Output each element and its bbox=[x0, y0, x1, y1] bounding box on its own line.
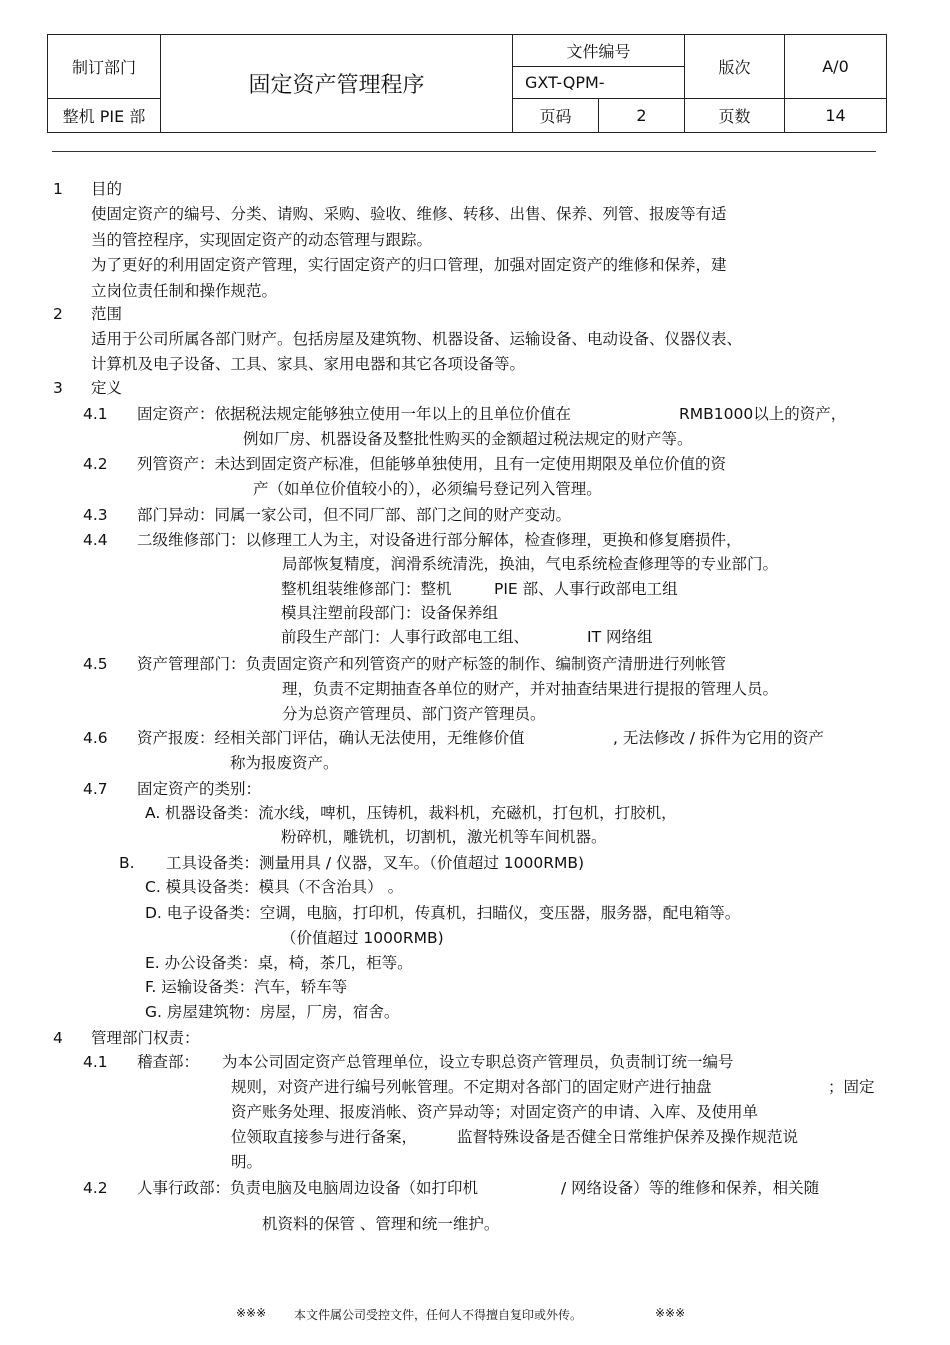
version-value: A/0 bbox=[785, 35, 887, 99]
item-number: 4.2 bbox=[83, 455, 108, 473]
body-text: 当的管控程序，实现固定资产的动态管理与跟踪。 bbox=[91, 231, 433, 249]
category-line: F. 运输设备类：汽车，轿车等 bbox=[145, 978, 348, 996]
category-line: 粉碎机，雕铣机，切割机，激光机等车间机器。 bbox=[281, 828, 607, 846]
version-label: 版次 bbox=[685, 35, 785, 99]
body-text: 产（如单位价值较小的），必须编号登记列入管理。 bbox=[253, 480, 602, 498]
section-number: 3 bbox=[53, 379, 63, 397]
body-text: 局部恢复精度，润滑系统清洗，换油，气电系统检查修理等的专业部门。 bbox=[282, 555, 779, 573]
body-text: 位领取直接参与进行备案， bbox=[231, 1128, 418, 1146]
dept-value: 整机 PIE 部 bbox=[48, 99, 161, 133]
section-heading: 管理部门权责： bbox=[91, 1029, 200, 1047]
body-text: 资产管理部门：负责固定资产和列管资产的财产标签的制作、编制资产清册进行列帐管 bbox=[137, 655, 727, 673]
body-text: 前段生产部门：人事行政部电工组、 bbox=[281, 628, 530, 646]
category-line: 工具设备类：测量用具 / 仪器，叉车。（价值超过 1000RMB) bbox=[166, 854, 585, 872]
category-line: A. 机器设备类：流水线，啤机，压铸机，裁料机，充磁机，打包机，打胶机， bbox=[145, 804, 677, 822]
category-letter: B. bbox=[119, 854, 135, 872]
body-text: , 无法修改 / 拆件为它用的资产 bbox=[613, 729, 824, 747]
body-text: 例如厂房、机器设备及整批性购买的金额超过税法规定的财产等。 bbox=[243, 430, 693, 448]
item-number: 4.5 bbox=[83, 655, 108, 673]
section-heading: 目的 bbox=[91, 180, 123, 198]
body-text: 资产账务处理、报废消帐、资产异动等；对固定资产的申请、入库、及使用单 bbox=[231, 1103, 759, 1121]
category-line: D. 电子设备类：空调，电脑，打印机，传真机，扫瞄仪，变压器，服务器，配电箱等。 bbox=[145, 904, 741, 922]
category-line: G. 房屋建筑物：房屋，厂房，宿舍。 bbox=[145, 1003, 400, 1021]
header-divider bbox=[52, 151, 876, 152]
body-text: 分为总资产管理员、部门资产管理员。 bbox=[282, 705, 546, 723]
pages-label: 页数 bbox=[685, 99, 785, 133]
body-text: ；固定 bbox=[828, 1078, 875, 1096]
item-number: 4.7 bbox=[83, 780, 108, 798]
footer-mark-left: ※※※ bbox=[236, 1306, 267, 1320]
body-text: PIE 部、人事行政部电工组 bbox=[494, 580, 678, 598]
body-text: RMB1000以上的资产， bbox=[679, 405, 847, 423]
body-text: 为了更好的利用固定资产管理，实行固定资产的归口管理，加强对固定资产的维修和保养，建 bbox=[91, 256, 727, 274]
body-text: 整机组装维修部门：整机 bbox=[281, 580, 452, 598]
body-text: 理，负责不定期抽查各单位的财产，并对抽查结果进行提报的管理人员。 bbox=[282, 680, 779, 698]
body-text: 固定资产：依据税法规定能够独立使用一年以上的且单位价值在 bbox=[137, 405, 572, 423]
body-text: 资产报废：经相关部门评估，确认无法使用，无维修价值 bbox=[137, 729, 525, 747]
footer-text: 本文件属公司受控文件，任何人不得擅自复印或外传。 bbox=[294, 1308, 583, 1322]
body-text: 称为报废资产。 bbox=[230, 754, 339, 772]
body-text: 监督特殊设备是否健全日常维护保养及操作规范说 bbox=[457, 1128, 799, 1146]
category-line: （价值超过 1000RMB) bbox=[281, 929, 444, 947]
body-text: 部门异动：同属一家公司，但不同厂部、部门之间的财产变动。 bbox=[137, 506, 572, 524]
body-text: 列管资产：未达到固定资产标准，但能够单独使用，且有一定使用期限及单位价值的资 bbox=[137, 455, 727, 473]
body-text: 使固定资产的编号、分类、请购、采购、验收、维修、转移、出售、保养、列管、报废等有适 bbox=[91, 205, 727, 223]
body-text: 为本公司固定资产总管理单位，设立专职总资产管理员，负责制订统一编号 bbox=[222, 1053, 734, 1071]
body-text: 机资料的保管 、管理和统一维护。 bbox=[262, 1215, 500, 1233]
body-text: 规则，对资产进行编号列帐管理。不定期对各部门的固定财产进行抽盘 bbox=[231, 1078, 712, 1096]
item-number: 4.1 bbox=[83, 1053, 108, 1071]
body-text: 固定资产的类别： bbox=[137, 780, 262, 798]
body-text: 二级维修部门：以修理工人为主，对设备进行部分解体，检查修理，更换和修复磨损件， bbox=[137, 531, 742, 549]
file-no-label: 文件编号 bbox=[513, 35, 685, 67]
body-text: 适用于公司所属各部门财产。包括房屋及建筑物、机器设备、运输设备、电动设备、仪器仪表、 bbox=[91, 330, 743, 348]
body-text: 明。 bbox=[231, 1153, 263, 1171]
pages-value: 14 bbox=[785, 99, 887, 133]
item-number: 4.2 bbox=[83, 1179, 108, 1197]
body-text: 人事行政部：负责电脑及电脑周边设备（如打印机 bbox=[137, 1179, 479, 1197]
section-number: 2 bbox=[53, 305, 63, 323]
page-label: 页码 bbox=[513, 99, 599, 133]
section-heading: 定义 bbox=[91, 379, 123, 397]
document-title: 固定资产管理程序 bbox=[161, 35, 513, 133]
section-heading: 范围 bbox=[91, 305, 123, 323]
footer-mark-right: ※※※ bbox=[655, 1306, 686, 1320]
body-text: / 网络设备）等的维修和保养，相关随 bbox=[561, 1179, 820, 1197]
body-text: 模具注塑前段部门：设备保养组 bbox=[281, 604, 499, 622]
body-text: IT 网络组 bbox=[587, 628, 653, 646]
body-text: 计算机及电子设备、工具、家具、家用电器和其它各项设备等。 bbox=[91, 355, 526, 373]
item-number: 4.3 bbox=[83, 506, 108, 524]
section-number: 4 bbox=[53, 1029, 63, 1047]
category-line: C. 模具设备类：模具（不含治具） 。 bbox=[145, 878, 404, 896]
body-text: 稽查部： bbox=[137, 1053, 200, 1071]
dept-label: 制订部门 bbox=[48, 35, 161, 99]
section-number: 1 bbox=[53, 180, 63, 198]
item-number: 4.4 bbox=[83, 531, 108, 549]
document-header-table bbox=[47, 34, 887, 133]
page-value: 2 bbox=[599, 99, 685, 133]
body-text: 立岗位责任制和操作规范。 bbox=[91, 282, 278, 300]
item-number: 4.6 bbox=[83, 729, 108, 747]
item-number: 4.1 bbox=[83, 405, 108, 423]
category-line: E. 办公设备类：桌，椅，茶几，柜等。 bbox=[145, 954, 413, 972]
file-no-value: GXT-QPM- bbox=[513, 67, 685, 99]
